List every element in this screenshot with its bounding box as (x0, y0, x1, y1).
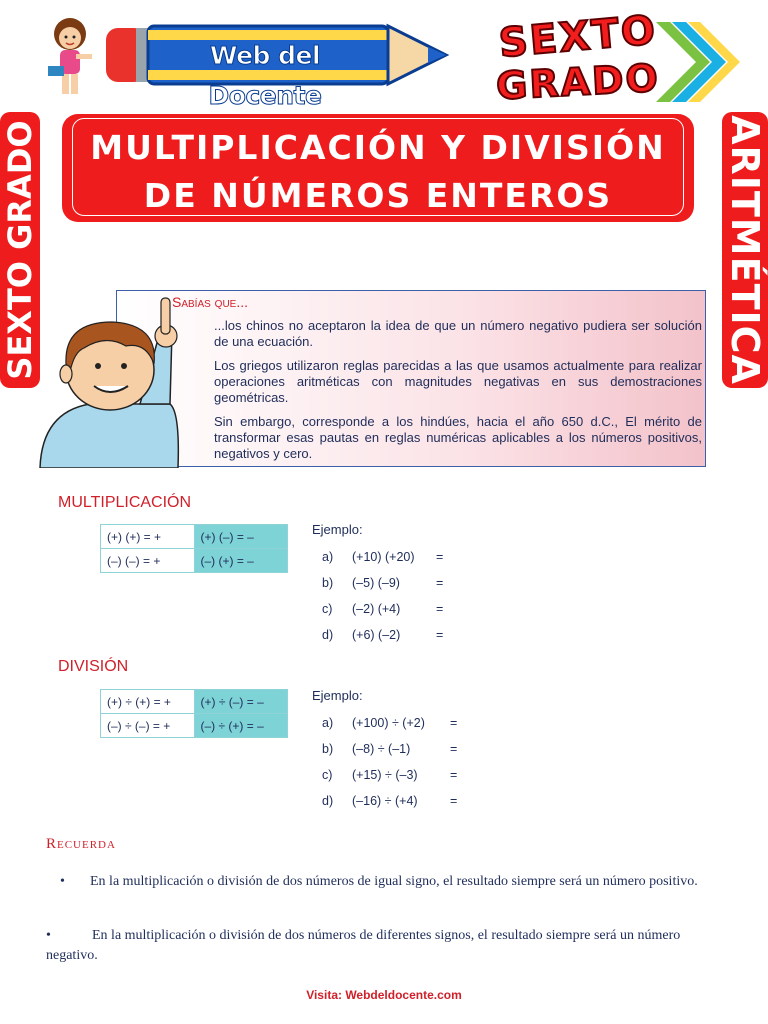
example-expression: (–2) (+4) (352, 602, 401, 616)
rule-cell: (+) ÷ (+) = + (101, 690, 195, 714)
example-equals: = (450, 794, 458, 808)
example-expression: (–5) (–9) (352, 576, 400, 590)
footer-link[interactable]: Visita: Webdeldocente.com (306, 988, 462, 1002)
list-item (322, 576, 462, 596)
remember-heading: Recuerda (46, 836, 116, 852)
info-paragraph-1: ...los chinos no aceptaron la idea de que un número negativo pudiera ser solución de una ecuación. (214, 318, 702, 349)
logo-text: Web del Docente (208, 41, 322, 110)
list-item (322, 602, 462, 622)
example-letter: d) (322, 794, 334, 808)
page-title-line1: MULTIPLICACIÓN Y DIVISIÓN (90, 128, 666, 167)
example-equals: = (450, 768, 458, 782)
list-item (322, 794, 472, 814)
example-expression: (–16) ÷ (+4) (352, 794, 418, 808)
page-title-line2: DE NÚMEROS ENTEROS (143, 176, 613, 215)
rule-cell: (–) (–) = + (101, 549, 195, 573)
example-expression: (–8) ÷ (–1) (352, 742, 411, 756)
multiplication-heading: MULTIPLICACIÓN (58, 494, 192, 511)
example-letter: b) (322, 742, 334, 756)
list-item (322, 716, 472, 736)
pointing-boy-illustration (20, 292, 190, 468)
rule-cell: (+) (–) = – (194, 525, 288, 549)
division-example-heading: Ejemplo: (312, 688, 363, 703)
example-letter: a) (322, 550, 334, 564)
example-expression: (+10) (+20) (352, 550, 415, 564)
right-side-tab-label: ARITMÉTICA (723, 115, 767, 385)
example-letter: b) (322, 576, 334, 590)
example-equals: = (436, 602, 444, 616)
info-paragraph-2: Los griegos utilizaron reglas parecidas a las que usamos actualmente para realizar operaciones aritméticas con magnitudes negativas en sus demostraciones geométricas. (214, 358, 702, 405)
division-heading: DIVISIÓN (58, 658, 129, 675)
table-row (101, 714, 288, 738)
example-equals: = (450, 742, 458, 756)
grade-title-line1: SEXTO (497, 7, 659, 67)
remember-item-1: En la multiplicación o división de dos números de igual signo, el resultado siempre será un número positivo. (90, 874, 698, 889)
list-item (322, 550, 462, 570)
left-side-tab-label: SEXTO GRADO (1, 120, 39, 380)
table-row (101, 549, 288, 573)
example-equals: = (436, 576, 444, 590)
division-rules-table (100, 689, 288, 738)
example-equals: = (436, 628, 444, 642)
rule-cell: (+) ÷ (–) = – (194, 690, 288, 714)
example-letter: c) (322, 768, 333, 782)
multiplication-rules-table (100, 524, 288, 573)
example-expression: (+6) (–2) (352, 628, 401, 642)
did-you-know-heading: Sabías que... (172, 294, 249, 310)
teacher-girl-illustration (40, 14, 100, 100)
list-item (322, 628, 462, 648)
list-item (322, 742, 472, 762)
rule-cell: (–) (+) = – (194, 549, 288, 573)
bullet-marker: • (60, 874, 65, 889)
rule-cell: (+) (+) = + (101, 525, 195, 549)
bullet-marker: • (46, 928, 51, 943)
example-letter: c) (322, 602, 333, 616)
grade-title-line2: GRADO (495, 55, 661, 109)
rule-cell: (–) ÷ (–) = + (101, 714, 195, 738)
table-row (101, 690, 288, 714)
multiplication-example-heading: Ejemplo: (312, 522, 363, 537)
example-equals: = (450, 716, 458, 730)
example-equals: = (436, 550, 444, 564)
info-paragraph-3: Sin embargo, corresponde a los hindúes, hacia el año 650 d.C., El mérito de transformar esas pautas en reglas numéricas aplicables a los números positivos, negativos y cero. (214, 414, 702, 461)
list-item (322, 768, 472, 788)
example-expression: (+15) ÷ (–3) (352, 768, 418, 782)
example-letter: d) (322, 628, 334, 642)
example-letter: a) (322, 716, 334, 730)
rule-cell: (–) ÷ (+) = – (194, 714, 288, 738)
remember-item-2: En la multiplicación o división de dos números de diferentes signos, el resultado siempre será un número negativo. (46, 928, 681, 963)
table-row (101, 525, 288, 549)
example-expression: (+100) ÷ (+2) (352, 716, 425, 730)
